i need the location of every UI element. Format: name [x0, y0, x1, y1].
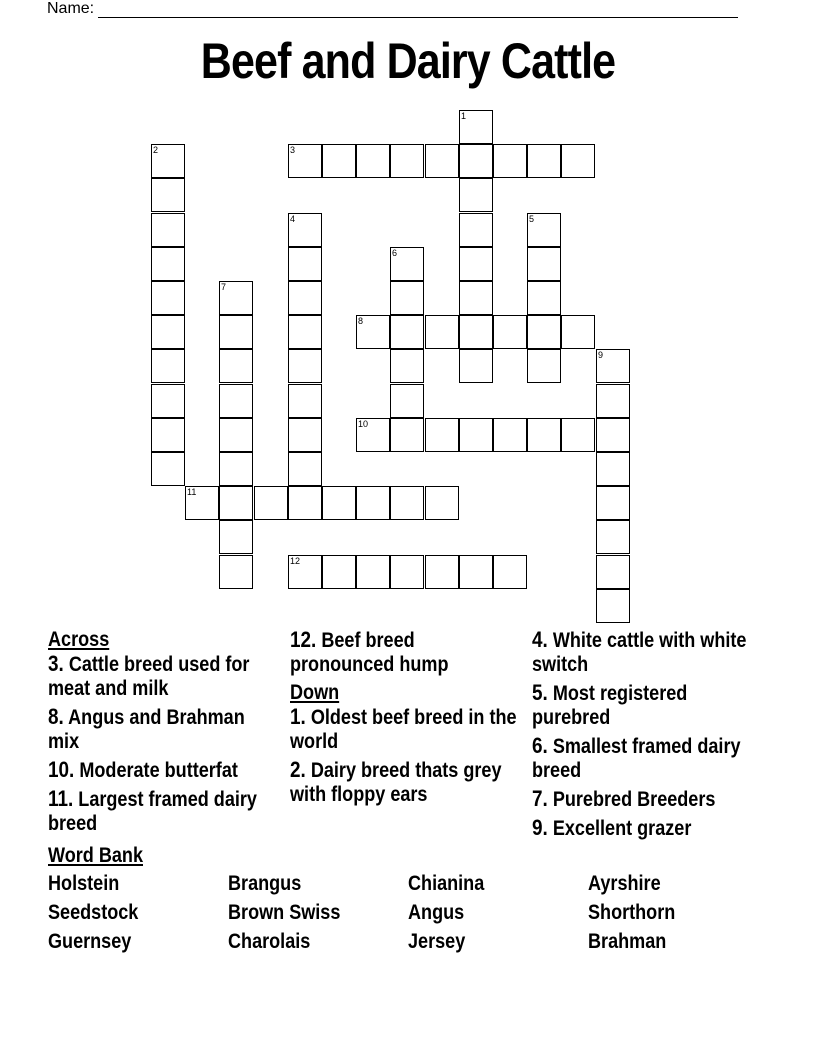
crossword-cell[interactable] [322, 486, 356, 520]
word-bank [48, 843, 788, 954]
word-bank-item: Holstein [48, 872, 120, 895]
crossword-cell[interactable] [390, 349, 424, 383]
crossword-cell[interactable] [288, 486, 322, 520]
crossword-cell[interactable] [151, 144, 185, 178]
cell-number: 5 [529, 214, 535, 224]
clue-number: 2. [290, 757, 306, 782]
crossword-cell[interactable] [254, 486, 288, 520]
word-bank-item: Brown Swiss [228, 901, 341, 924]
crossword-cell[interactable] [596, 486, 630, 520]
clue-text: Purebred Breeders [552, 788, 716, 811]
crossword-cell[interactable] [459, 144, 493, 178]
clue-12-across [290, 628, 518, 677]
crossword-cell[interactable] [288, 418, 322, 452]
crossword-cell[interactable] [151, 213, 185, 247]
crossword-cell[interactable] [390, 315, 424, 349]
clue-text: Oldest beef breed in the world [290, 706, 517, 753]
clue-text: Angus and Brahman mix [48, 706, 245, 753]
crossword-cell[interactable] [219, 384, 253, 418]
crossword-cell[interactable] [288, 144, 322, 178]
crossword-cell[interactable] [356, 315, 390, 349]
crossword-cell[interactable] [288, 247, 322, 281]
crossword-cell[interactable] [390, 281, 424, 315]
crossword-cell[interactable] [322, 555, 356, 589]
crossword-cell[interactable] [493, 315, 527, 349]
crossword-cell[interactable] [288, 213, 322, 247]
cell-number: 1 [461, 111, 467, 121]
crossword-cell[interactable] [527, 144, 561, 178]
crossword-cell[interactable] [356, 418, 390, 452]
crossword-cell[interactable] [151, 452, 185, 486]
cell-number: 12 [290, 556, 301, 566]
crossword-cell[interactable] [425, 418, 459, 452]
cell-number: 11 [187, 487, 197, 497]
page-title: Beef and Dairy Cattle [200, 33, 616, 89]
clue-number: 10. [48, 757, 75, 782]
crossword-cell[interactable] [596, 452, 630, 486]
clue-text: Smallest framed dairy breed [532, 735, 741, 782]
clue-text: Most registered purebred [532, 682, 688, 729]
crossword-cell[interactable] [459, 315, 493, 349]
crossword-cell[interactable] [185, 486, 219, 520]
clue-number: 12. [290, 627, 317, 652]
cell-number: 6 [392, 248, 398, 258]
crossword-cell[interactable] [390, 247, 424, 281]
crossword-cell[interactable] [288, 315, 322, 349]
crossword-cell[interactable] [219, 315, 253, 349]
crossword-cell[interactable] [459, 555, 493, 589]
clue-number: 3. [48, 651, 64, 676]
crossword-cell[interactable] [561, 315, 595, 349]
clue-text: Beef breed pronounced hump [290, 629, 449, 676]
clue-text: Moderate butterfat [79, 759, 238, 782]
crossword-cell[interactable] [527, 281, 561, 315]
crossword-cell[interactable] [425, 315, 459, 349]
across-heading: Across [48, 628, 110, 651]
crossword-cell[interactable] [288, 555, 322, 589]
clue-11-across [48, 787, 276, 836]
crossword-cell[interactable] [356, 486, 390, 520]
clue-number: 9. [532, 815, 548, 840]
crossword-cell[interactable] [288, 349, 322, 383]
crossword-cell[interactable] [596, 418, 630, 452]
clue-number: 8. [48, 704, 64, 729]
crossword-cell[interactable] [459, 349, 493, 383]
crossword-cell[interactable] [390, 144, 424, 178]
crossword-cell[interactable] [459, 213, 493, 247]
crossword-cell[interactable] [527, 418, 561, 452]
crossword-cell[interactable] [288, 452, 322, 486]
crossword-cell[interactable] [425, 486, 459, 520]
crossword-cell[interactable] [596, 589, 630, 623]
word-bank-list [48, 871, 788, 954]
crossword-cell[interactable] [493, 418, 527, 452]
clue-6-down [532, 734, 760, 783]
crossword-cell[interactable] [527, 315, 561, 349]
clue-3-across [48, 652, 276, 701]
crossword-cell[interactable] [493, 555, 527, 589]
cell-number: 2 [153, 145, 159, 155]
clue-1-down [290, 705, 518, 754]
crossword-cell[interactable] [151, 315, 185, 349]
crossword-cell[interactable] [151, 349, 185, 383]
name-label: Name: [47, 0, 95, 17]
clue-8-across [48, 705, 276, 754]
crossword-cell[interactable] [527, 247, 561, 281]
cell-number: 10 [358, 419, 369, 429]
crossword-cell[interactable] [219, 349, 253, 383]
crossword-cell[interactable] [151, 384, 185, 418]
crossword-cell[interactable] [151, 178, 185, 212]
crossword-cell[interactable] [151, 247, 185, 281]
crossword-cell[interactable] [561, 144, 595, 178]
crossword-cell[interactable] [459, 110, 493, 144]
clue-text: Excellent grazer [552, 817, 692, 840]
word-bank-item: Guernsey [48, 930, 132, 953]
crossword-cell[interactable] [596, 520, 630, 554]
down-heading: Down [290, 681, 340, 704]
crossword-cell[interactable] [288, 281, 322, 315]
clue-number: 11. [48, 786, 74, 811]
crossword-cell[interactable] [459, 178, 493, 212]
cell-number: 7 [221, 282, 227, 292]
cell-number: 9 [598, 350, 604, 360]
crossword-cell[interactable] [390, 418, 424, 452]
word-bank-item: Jersey [408, 930, 466, 953]
crossword-cell[interactable] [288, 384, 322, 418]
word-bank-item: Angus [408, 901, 465, 924]
cell-number: 4 [290, 214, 296, 224]
crossword-cell[interactable] [151, 281, 185, 315]
crossword-cell[interactable] [527, 213, 561, 247]
crossword-cell[interactable] [322, 144, 356, 178]
clue-4-down [532, 628, 760, 677]
clues-column-2 [290, 628, 518, 811]
crossword-cell[interactable] [356, 555, 390, 589]
clue-7-down [532, 787, 760, 812]
clue-text: Cattle breed used for meat and milk [48, 653, 250, 700]
clues-column-1 [48, 628, 276, 840]
clues-column-3 [532, 628, 760, 845]
word-bank-item: Ayrshire [588, 872, 661, 895]
word-bank-item: Brangus [228, 872, 302, 895]
crossword-cell[interactable] [151, 418, 185, 452]
clue-5-down [532, 681, 760, 730]
crossword-cell[interactable] [459, 418, 493, 452]
crossword-cell[interactable] [596, 349, 630, 383]
crossword-cell[interactable] [459, 281, 493, 315]
clue-number: 5. [532, 680, 548, 705]
crossword-cell[interactable] [390, 384, 424, 418]
word-bank-item: Chianina [408, 872, 485, 895]
word-bank-item: Charolais [228, 930, 311, 953]
crossword-cell[interactable] [219, 281, 253, 315]
clue-number: 6. [532, 733, 548, 758]
crossword-cell[interactable] [561, 418, 595, 452]
crossword-cell[interactable] [219, 486, 253, 520]
crossword-cell[interactable] [219, 418, 253, 452]
clue-text: Dairy breed thats grey with floppy ears [290, 759, 502, 806]
clue-number: 4. [532, 627, 548, 652]
clue-text: White cattle with white switch [532, 629, 747, 676]
crossword-cell[interactable] [219, 555, 253, 589]
crossword-cell[interactable] [356, 144, 390, 178]
crossword-cell[interactable] [493, 144, 527, 178]
clue-2-down [290, 758, 518, 807]
crossword-cell[interactable] [459, 247, 493, 281]
clue-10-across [48, 758, 276, 783]
clue-9-down [532, 816, 760, 841]
cell-number: 3 [290, 145, 296, 155]
clue-number: 1. [290, 704, 306, 729]
crossword-cell[interactable] [596, 555, 630, 589]
crossword-cell[interactable] [390, 555, 424, 589]
clue-number: 7. [532, 786, 548, 811]
crossword-cell[interactable] [219, 520, 253, 554]
word-bank-item: Seedstock [48, 901, 139, 924]
crossword-cell[interactable] [425, 555, 459, 589]
crossword-cell[interactable] [596, 384, 630, 418]
crossword-cell[interactable] [527, 349, 561, 383]
word-bank-heading: Word Bank [48, 844, 144, 867]
crossword-cell[interactable] [425, 144, 459, 178]
crossword-cell[interactable] [219, 452, 253, 486]
word-bank-item: Shorthorn [588, 901, 676, 924]
clue-text: Largest framed dairy breed [48, 788, 257, 835]
word-bank-item: Brahman [588, 930, 667, 953]
cell-number: 8 [358, 316, 364, 326]
crossword-cell[interactable] [390, 486, 424, 520]
